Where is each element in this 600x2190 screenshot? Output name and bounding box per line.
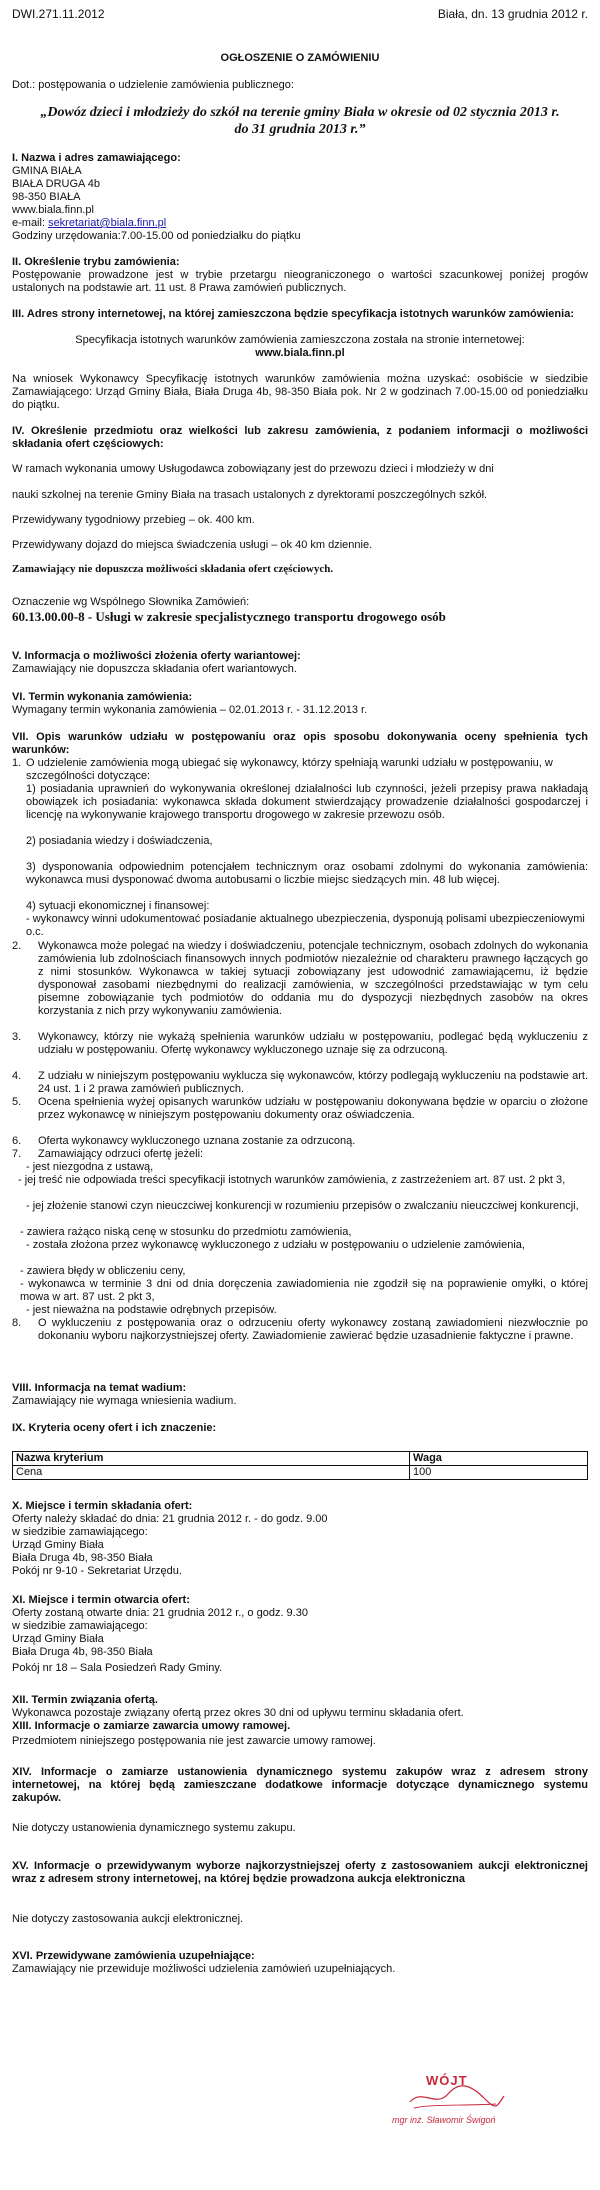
weekly-mileage: Przewidywany tygodniowy przebieg – ok. 400 km.: [12, 514, 255, 526]
rejection-reason: - została złożona przez wykonawcę wykluczonego z udziału w postępowaniu o udzielenie zamówienia,: [26, 1239, 525, 1251]
section-10-heading: X. Miejsce i termin składania ofert:: [12, 1500, 193, 1512]
subject-line: Dot.: postępowania o udzielenie zamówienia publicznego:: [12, 79, 294, 91]
criteria-header-name: Nazwa kryterium: [13, 1452, 410, 1466]
section-15-text: Nie dotyczy zastosowania aukcji elektronicznej.: [12, 1913, 244, 1925]
point-8-text: O wykluczeniu z postępowania oraz o odrzuceniu oferty wykonawcy zostaną zawiadomieni niezwłocznie po dokonaniu wyboru najkorzystniejszej oferty. Zawiadomienie zawierać będzie uzasadnienie faktyczne i prawne.: [38, 1317, 588, 1342]
criteria-name-cell: Cena: [13, 1466, 410, 1480]
email-link[interactable]: sekretariat@biala.finn.pl: [48, 217, 167, 229]
section-9-heading: IX. Kryteria oceny ofert i ich znaczenie:: [12, 1422, 217, 1434]
daily-access-distance: Przewidywany dojazd do miejsca świadczenia usługi – ok 40 km dziennie.: [12, 539, 373, 551]
point-6-number: 6.: [12, 1135, 22, 1147]
offers-place-label: w siedzibie zamawiającego:: [12, 1526, 148, 1538]
offers-address: Biała Druga 4b, 98-350 Biała: [12, 1552, 153, 1564]
opening-office: Urząd Gminy Biała: [12, 1633, 104, 1645]
rejection-reason: - jest niezgodna z ustawą,: [26, 1161, 154, 1173]
section-6-text: Wymagany termin wykonania zamówienia – 02.01.2013 r. - 31.12.2013 r.: [12, 704, 368, 716]
office-hours: Godziny urzędowania:7.00-15.00 od poniedziałku do piątku: [12, 230, 301, 242]
point-8-number: 8.: [12, 1317, 22, 1329]
point-5-text: Ocena spełnienia wyżej opisanych warunków udziału w postępowaniu dokonywana będzie w oparciu o złożone przez wykonawcę w niniejszym postępowaniu dokumenty oraz oświadczenia.: [38, 1096, 588, 1121]
section-5-text: Zamawiający nie dopuszcza składania ofert wariantowych.: [12, 663, 297, 675]
point-7-number: 7.: [12, 1148, 22, 1160]
order-title: „Dowóz dzieci i młodzieży do szkół na terenie gminy Biała w okresie od 02 stycznia 2013 r. do 31 grudnia 2013 r.”: [40, 105, 560, 137]
point-3-text: Wykonawcy, którzy nie wykażą spełnienia warunków udziału w postępowaniu, podlegać będą wykluczeniu z udziału w postępowaniu. Ofertę wykonawcy wykluczonego uznaje się za odrzuconą.: [38, 1031, 588, 1056]
document-reference: DWI.271.11.2012: [12, 7, 105, 21]
point-4-text: Z udziału w niniejszym postępowaniu wyklucza się wykonawców, którzy podlegają wykluczeniu na podstawie art. 24 ust. 1 i 2 prawa zamówień publicznych.: [38, 1070, 588, 1095]
point-3-number: 3.: [12, 1031, 22, 1043]
opening-place-label: w siedzibie zamawiającego:: [12, 1620, 148, 1632]
contracting-website: www.biala.finn.pl: [12, 204, 94, 216]
point-4-number: 4.: [12, 1070, 22, 1082]
contracting-street: BIAŁA DRUGA 4b: [12, 178, 101, 190]
section-4-heading: IV. Określenie przedmiotu oraz wielkości lub zakresu zamówienia, z podaniem informacji o możliwości składania ofert częściowych:: [12, 425, 588, 450]
contracting-postcode: 98-350 BIAŁA: [12, 191, 81, 203]
section-2-text: Postępowanie prowadzone jest w trybie przetargu nieograniczonego o wartości szacunkowej poniżej progów ustalonych na podstawie art. 11 ust. 8 Prawa zamówień publicznych.: [12, 269, 588, 294]
point-1-sub-3: 3) dysponowania odpowiednim potencjałem technicznym oraz osobami zdolnymi do wykonania zamówienia: wykonawca musi dysponować dwoma autobusami o liczbie miejsc siedzących min. 48 lub więcej.: [26, 861, 588, 886]
rejection-reason: - zawiera błędy w obliczeniu ceny,: [20, 1265, 186, 1277]
section-16-text: Zamawiający nie przewiduje możliwości udzielenia zamówień uzupełniających.: [12, 1963, 396, 1975]
section-8-heading: VIII. Informacja na temat wadium:: [12, 1382, 187, 1394]
offers-deadline: Oferty należy składać do dnia: 21 grudnia 2012 r. - do godz. 9.00: [12, 1513, 328, 1525]
section-16-heading: XVI. Przewidywane zamówienia uzupełniające:: [12, 1950, 255, 1962]
section-4-text-1: W ramach wykonania umowy Usługodawca zobowiązany jest do przewozu dzieci i młodzieży w dni: [12, 463, 494, 475]
point-6-text: Oferta wykonawcy wykluczonego uznana zostanie za odrzuconą.: [38, 1135, 356, 1147]
section-11-heading: XI. Miejsce i termin otwarcia ofert:: [12, 1594, 190, 1606]
section-8-text: Zamawiający nie wymaga wniesienia wadium.: [12, 1395, 237, 1407]
opening-address: Biała Druga 4b, 98-350 Biała: [12, 1646, 153, 1658]
spec-website[interactable]: www.biala.finn.pl: [255, 347, 345, 359]
rejection-reason: - jej treść nie odpowiada treści specyfikacji istotnych warunków zamówienia, z zastrzeżeniem art. 87 ust. 2 pkt 3,: [18, 1174, 566, 1186]
offers-room: Pokój nr 9-10 - Sekretariat Urzędu.: [12, 1565, 182, 1577]
criteria-header-row: [13, 1452, 588, 1466]
stamp-title: WÓJT: [426, 2073, 468, 2088]
section-14-text: Nie dotyczy ustanowienia dynamicznego systemu zakupu.: [12, 1822, 296, 1834]
email-label: e-mail:: [12, 217, 49, 229]
point-2-text: Wykonawca może polegać na wiedzy i doświadczeniu, potencjale technicznym, osobach zdolnych do wykonania zamówienia lub zdolnościach finansowych innych podmiotów niezależnie od charakteru prawnego łączących go z nimi stosunków. Wykonawca w takiej sytuacji zobowiązany jest udowodnić zamawiającemu, iż będzie dysponował zasobami niezbędnymi do realizacji zamówienia, w szczególności przedstawiając w tym celu pisemne zobowiązanie tych podmiotów do oddania mu do dyspozycji niezbędnych zasobów na okres korzystania z nich przy wykonywaniu zamówienia.: [38, 940, 588, 1017]
criteria-table: [12, 1451, 588, 1480]
signature-stamp: [392, 2068, 512, 2132]
section-1-heading: I. Nazwa i adres zamawiającego:: [12, 152, 181, 164]
point-2-number: 2.: [12, 940, 22, 952]
section-3-heading: III. Adres strony internetowej, na której zamieszczona będzie specyfikacja istotnych warunków zamówienia:: [12, 308, 574, 320]
section-4-text-2: nauki szkolnej na terenie Gminy Biała na trasach ustalonych z dyrektorami poszczególnych szkół.: [12, 489, 488, 501]
section-12-heading: XII. Termin związania ofertą.: [12, 1694, 158, 1706]
cpv-label: Oznaczenie wg Wspólnego Słownika Zamówień:: [12, 596, 250, 608]
place-and-date: Biała, dn. 13 grudnia 2012 r.: [437, 7, 588, 21]
section-7-heading: VII. Opis warunków udziału w postępowaniu oraz opis sposobu dokonywania oceny spełnienia tych warunków:: [12, 731, 588, 756]
document-title: OGŁOSZENIE O ZAMÓWIENIU: [220, 52, 380, 64]
point-1-text: O udzielenie zamówienia mogą ubiegać się wykonawcy, którzy spełniają warunki udziału w postępowaniu, w szczególności dotyczące:: [26, 757, 553, 782]
point-1-sub-2: 2) posiadania wiedzy i doświadczenia,: [26, 835, 213, 847]
section-6-heading: VI. Termin wykonania zamówienia:: [12, 691, 193, 703]
rejection-reason: - wykonawca w terminie 3 dni od dnia doręczenia zawiadomienia nie zgodził się na poprawienie omyłki, o której mowa w art. 87 ust. 2 pkt 3,: [20, 1278, 588, 1303]
cpv-code: 60.13.00.00-8 - Usługi w zakresie specjalistycznego transportu drogowego osób: [12, 609, 446, 624]
point-7-text: Zamawiający odrzuci ofertę jeżeli:: [38, 1148, 204, 1160]
opening-date: Oferty zostaną otwarte dnia: 21 grudnia 2012 r., o godz. 9.30: [12, 1607, 308, 1619]
criteria-header-weight: Waga: [410, 1452, 588, 1466]
contracting-name: GMINA BIAŁA: [12, 165, 82, 177]
contracting-email-line: [12, 217, 588, 230]
section-14-heading: XIV. Informacje o zamiarze ustanowienia dynamicznego systemu zakupów wraz z adresem strony internetowej, na której będą zamieszczane dodatkowe informacje dotyczące dynamicznego systemu zakupów.: [12, 1766, 588, 1804]
section-13-text: Przedmiotem niniejszego postępowania nie jest zawarcie umowy ramowej.: [12, 1735, 376, 1747]
section-15-heading: XV. Informacje o przewidywanym wyborze najkorzystniejszej oferty z zastosowaniem aukcji elektronicznej wraz z adresem strony internetowej, na której będzie prowadzona aukcja elektroniczna: [12, 1860, 588, 1885]
point-1-sub-1: 1) posiadania uprawnień do wykonywania określonej działalności lub czynności, jeżeli przepisy prawa nakładają obowiązek ich posiadania: wykonawca składa dokument stwierdzający prowadzenie działalności gospodarczej i licencję na wykonywanie krajowego transportu drogowego w zakresie przewozu osób.: [26, 783, 588, 821]
point-1-sub-4: 4) sytuacji ekonomicznej i finansowej:: [26, 900, 210, 912]
partial-offers-note: Zamawiający nie dopuszcza możliwości składania ofert częściowych.: [12, 563, 334, 575]
point-1-number: 1.: [12, 757, 22, 769]
criteria-weight-cell: 100: [410, 1466, 588, 1480]
section-5-heading: V. Informacja o możliwości złożenia oferty wariantowej:: [12, 650, 301, 662]
rejection-reason: - jest nieważna na podstawie odrębnych przepisów.: [26, 1304, 277, 1316]
point-5-number: 5.: [12, 1096, 22, 1108]
table-row: [13, 1466, 588, 1480]
opening-room: Pokój nr 18 – Sala Posiedzeń Rady Gminy.: [12, 1662, 223, 1674]
stamp-signatory: mgr inż. Sławomir Świgoń: [392, 2115, 496, 2125]
section-13-heading: XIII. Informacje o zamiarze zawarcia umowy ramowej.: [12, 1720, 291, 1732]
rejection-reason: - zawiera rażąco niską cenę w stosunku do przedmiotu zamówienia,: [20, 1226, 352, 1238]
point-1-sub-4a: - wykonawcy winni udokumentować posiadanie aktualnego ubezpieczenia, dysponują polisami ubezpieczeniowymi o.c.: [26, 913, 585, 938]
section-3-request-text: Na wniosek Wykonawcy Specyfikację istotnych warunków zamówienia można uzyskać: osobiście w siedzibie Zamawiającego: Urząd Gminy Biała, Biała Druga 4b, 98-350 Biała pok. Nr 2 w godzinach 7.00-15.00 od poniedziałku do piątku.: [12, 373, 588, 411]
section-12-text: Wykonawca pozostaje związany ofertą przez okres 30 dni od upływu terminu składania ofert.: [12, 1707, 464, 1719]
rejection-reason: - jej złożenie stanowi czyn nieuczciwej konkurencji w rozumieniu przepisów o zwalczaniu nieuczciwej konkurencji,: [26, 1200, 579, 1212]
offers-office: Urząd Gminy Biała: [12, 1539, 104, 1551]
section-3-text: Specyfikacja istotnych warunków zamówienia zamieszczona została na stronie internetowej:: [75, 334, 525, 346]
section-2-heading: II. Określenie trybu zamówienia:: [12, 256, 180, 268]
